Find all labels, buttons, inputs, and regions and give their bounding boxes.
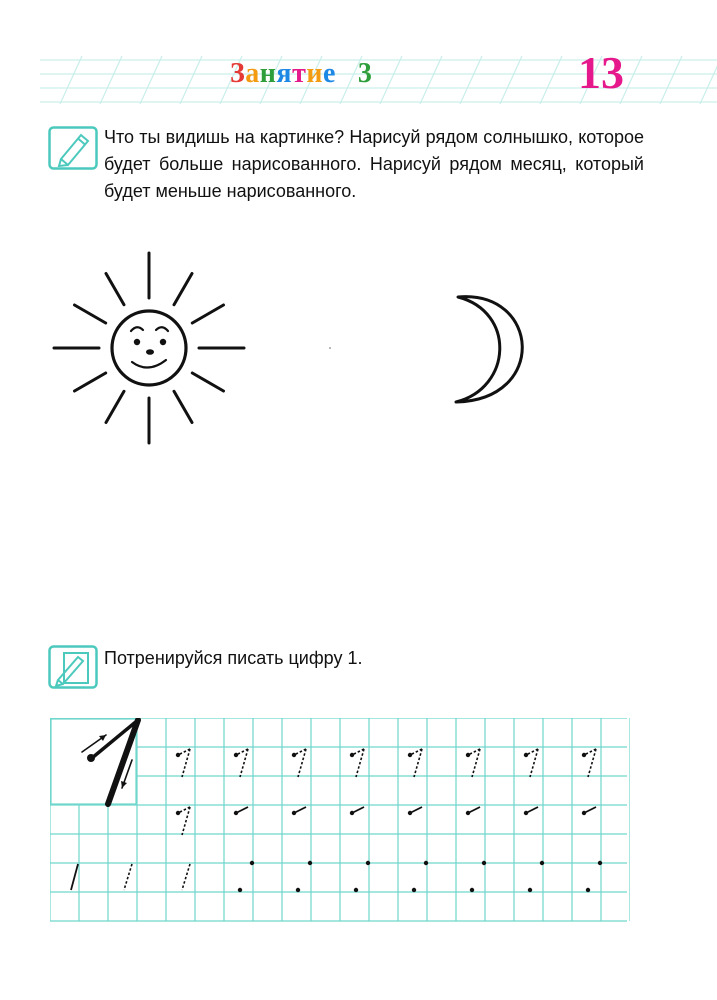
sun-ray	[75, 373, 106, 391]
sun-ray	[106, 274, 124, 305]
page-number: 13	[578, 47, 624, 98]
lesson-title-word: Занятие	[230, 58, 336, 89]
handwriting-practice-grid	[50, 718, 630, 924]
sun-ray	[75, 305, 106, 323]
task2-instruction: Потренируйся писать цифру 1.	[104, 648, 363, 668]
lesson-number: 3	[357, 58, 373, 89]
sun-ray	[174, 391, 192, 422]
sun-ray	[192, 373, 223, 391]
lesson-title	[230, 58, 460, 94]
sun-ray	[174, 274, 192, 305]
moon-picture	[456, 297, 522, 402]
sun-ray	[192, 305, 223, 323]
pencil-icon	[48, 126, 98, 170]
task1-instruction: Что ты видишь на картинке? Нарисуй рядом солнышко, которое будет больше нарисованного. Нарисуй рядом месяц, который будет меньше нарисованного.	[104, 127, 644, 201]
pencil-on-paper-icon	[48, 645, 98, 689]
sun-picture	[54, 253, 244, 443]
sun-ray	[106, 391, 124, 422]
pictures-area	[0, 240, 717, 460]
